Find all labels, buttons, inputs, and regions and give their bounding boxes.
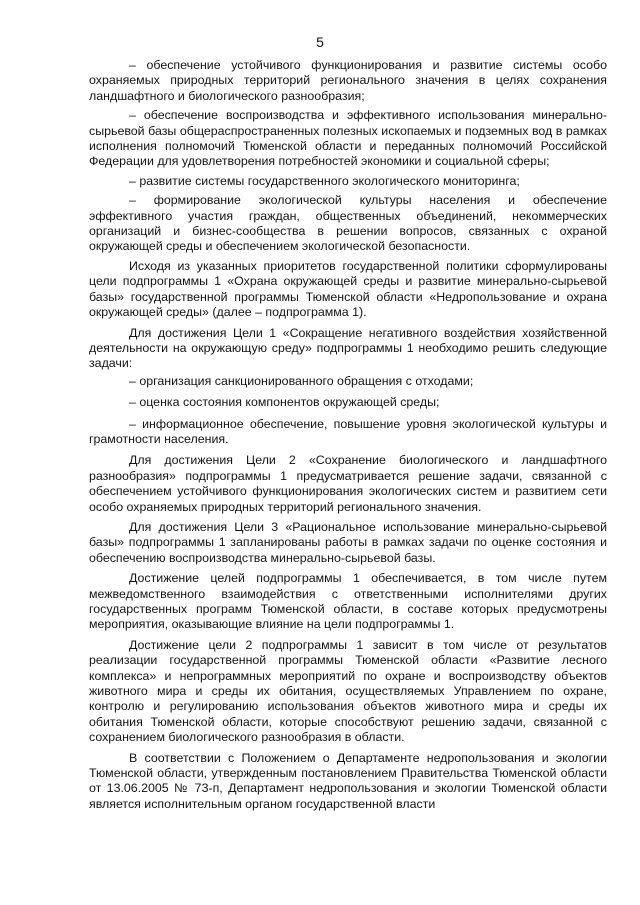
page-number: 5 [316, 34, 324, 50]
goal-1-task-list [89, 374, 607, 448]
priority-item: – обеспечение воспроизводства и эффективного использования минерально-сырьевой базы общераспространенных полезных ископаемых и подземных вод в рамках исполнения полномочий Тюменской области и переданных полномочий Российской Федерации для удовлетворения потребностей экономики и социальной сферы; [89, 108, 607, 169]
document-body [89, 58, 607, 817]
paragraph-goal-3: Для достижения Цели 3 «Рациональное использование минерально-сырьевой базы» подпрограммы 1 запланированы работы в рамках задачи по оценке состояния и обеспечению воспроизводства минерально-сырьевой базы. [89, 519, 607, 565]
list-item: – организация санкционированного обращения с отходами; [129, 373, 474, 388]
paragraph-goal-2: Для достижения Цели 2 «Сохранение биологического и ландшафтного разнообразия» подпрограммы 1 предусматривается решение задачи, связанной с обеспечением устойчивого функционирования экологических систем и развитием сети особо охраняемых природных территорий регионального значения. [89, 453, 607, 514]
priority-item: – обеспечение устойчивого функционирования и развитие системы особо охраняемых природных территорий регионального значения в целях сохранения ландшафтного и биологического разнообразия; [89, 58, 607, 103]
priority-item: – развитие системы государственного экологического мониторинга; [129, 173, 520, 188]
paragraph-goal-2-dependency: Достижение цели 2 подпрограммы 1 зависит в том числе от результатов реализации государственной программы Тюменской области «Развитие лесного комплекса» и непрограммных мероприятий по охране и воспроизводству объектов животного мира и среды их обитания, осуществляемых Управлением по охране, контролю и регулированию использования объектов животного мира и среды их обитания Тюменской области, которые способствуют решению задачи, связанной с сохранением биологического разнообразия в области. [89, 637, 607, 745]
paragraph-interaction: Достижение целей подпрограммы 1 обеспечивается, в том числе путем межведомственного взаимодействия с ответственными исполнителями других государственных программ Тюменской области, в составе которых предусмотрены мероприятия, оказывающие влияние на цели подпрограммы 1. [89, 571, 607, 632]
list-item: – информационное обеспечение, повышение уровня экологической культуры и грамотности населения. [89, 416, 607, 446]
paragraph-goal-1: Для достижения Цели 1 «Сокращение негативного воздействия хозяйственной деятельности на окружающую среду» подпрограммы 1 необходимо решить следующие задачи: [89, 325, 607, 371]
priority-item: – формирование экологической культуры населения и обеспечение эффективного участия граждан, общественных объединений, некоммерческих организаций и бизнес-сообщества в решении вопросов, связанных с охраной окружающей среды и обеспечением экологической безопасности. [89, 193, 607, 254]
list-item: – оценка состояния компонентов окружающей среды; [129, 395, 440, 410]
paragraph-department: В соответствии с Положением о Департаменте недропользования и экологии Тюменской области, утвержденным постановлением Правительства Тюменской области от 13.06.2005 № 73-п, Департамент недропользования и экологии Тюменской области является исполнительным органом государственной власти [89, 750, 607, 811]
paragraph-goals: Исходя из указанных приоритетов государственной политики сформулированы цели подпрограммы 1 «Охрана окружающей среды и развитие минерально-сырьевой базы» государственной программы Тюменской области «Недропользование и охрана окружающей среды» (далее – подпрограмма 1). [89, 258, 607, 320]
